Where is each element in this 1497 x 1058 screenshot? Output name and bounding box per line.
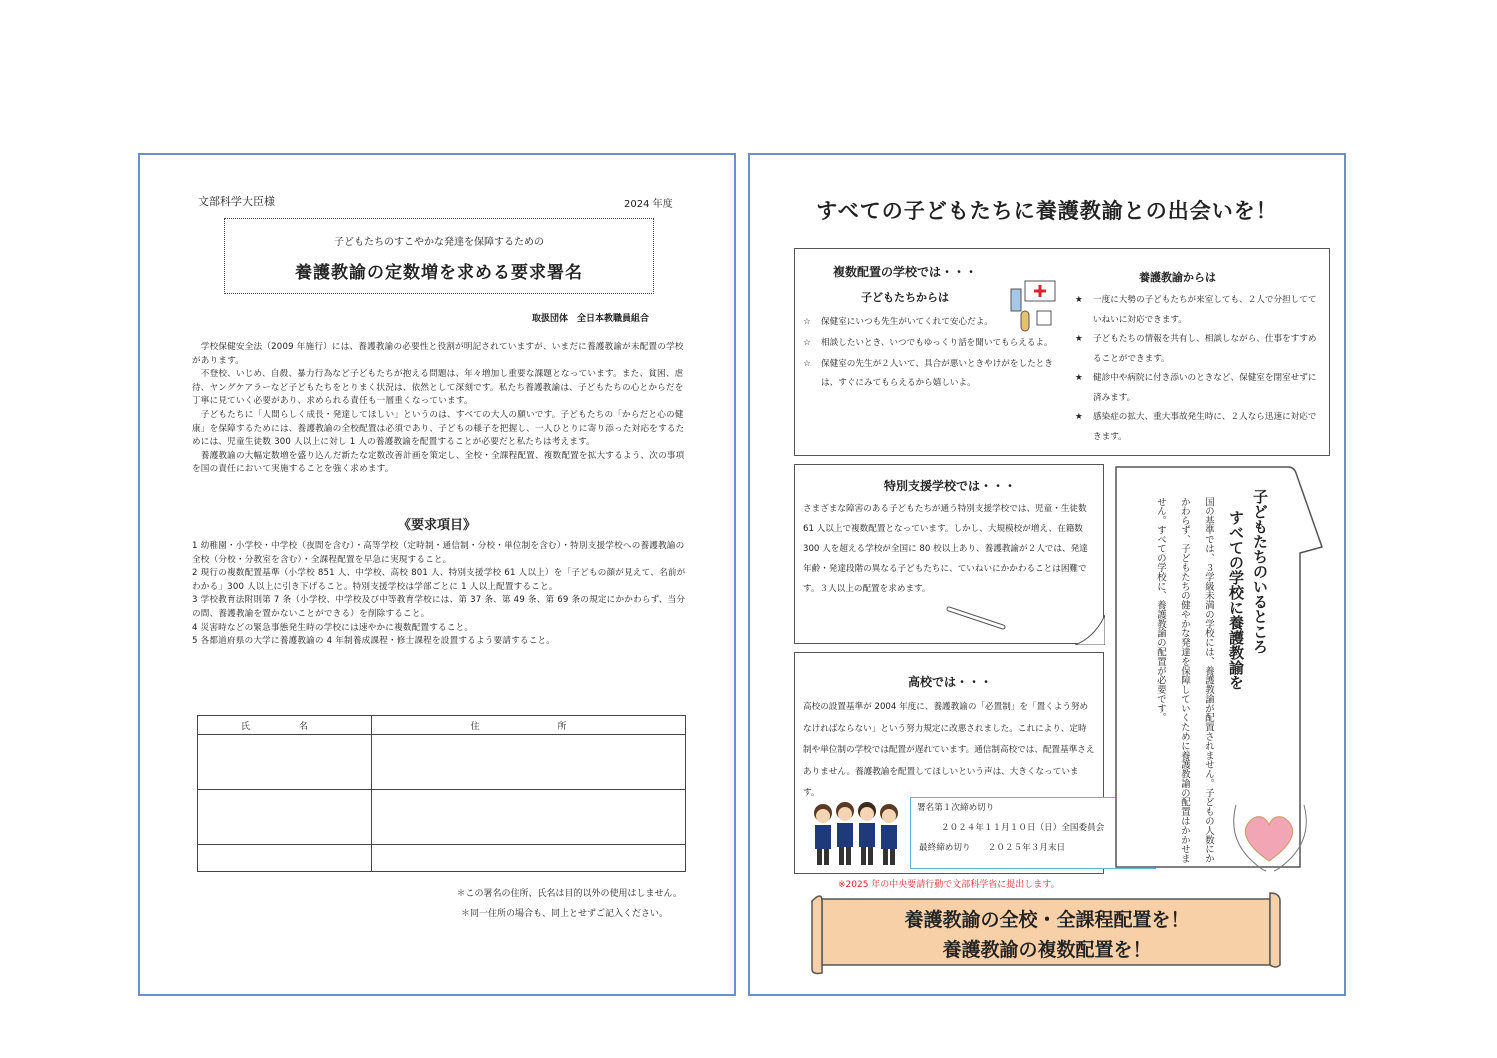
demand-item: 1 幼稚園・小学校・中学校（夜間を含む）・高等学校（定時制・通信制・分校・単位制を含む）・特別支援学校への養護教諭の全校（分校・分教室を含む）・全課程配置を早急に実現すること。 bbox=[192, 541, 685, 565]
body-paragraph: 学校保健安全法（2009 年施行）には、養護教諭の必要性と役割が明記されていますが、いまだに養護教諭が未配置の学校があります。 bbox=[192, 342, 684, 366]
submit-note: ※2025 年の中央要請行動で文部科学省に提出します。 bbox=[838, 880, 1060, 890]
teacher-item: ★ 健診中や病院に付き添いのときなど、保健室を閉室せずに済みます。 bbox=[1075, 373, 1317, 403]
body-paragraph: 養護教諭の大幅定数増を盛り込んだ新たな定数改善計画を策定し、全校・全課程配置、複数配置を拡大するよう、次の事項を国の責任において実施することを強く求めます。 bbox=[192, 450, 685, 475]
high-heading: 高校では・・・ bbox=[907, 675, 992, 689]
headline: すべての子どもたちに養護教諭との出会いを！ bbox=[816, 199, 1278, 223]
page-curl-decoration bbox=[1075, 615, 1105, 645]
vertical-body: 国の基準では、３学級未満の学校には、養護教諭が配置されません。子どもの人数にかかわらず、子どもたちの健やかな発達を保障していくために養護教諭の配置はかかせません。すべての学校に、養護教諭の配置が必要です。 bbox=[1155, 497, 1214, 864]
name-cell[interactable] bbox=[198, 790, 372, 845]
demand-item: 2 現行の複数配置基準（小学校 851 人、中学校、高校 801 人、特別支援学校 61 人以上）を「子どもの顔が見えて、名前がわかる」300 人以上に引き下げること。特別支援学校は学部ごとに 1 人以上配置すること。 bbox=[192, 568, 686, 592]
children-item: ☆ 保健室の先生が２人いて、具合が悪いときやけがをしたときは、すぐにみてもらえるから嬉しいよ。 bbox=[803, 359, 1053, 388]
title-sub: 子どもたちのすこやかな発達を保障するための bbox=[334, 237, 544, 248]
children-item: ☆ 保健室にいつも先生がいてくれて安心だよ。 bbox=[803, 317, 993, 327]
body-text bbox=[192, 341, 692, 477]
organizer: 取扱団体 全日本教職員組合 bbox=[532, 314, 650, 324]
year: 2024 年度 bbox=[624, 199, 673, 210]
teacher-item: ★ 子どもたちの情報を共有し、相談しながら、仕事をすすめることができます。 bbox=[1075, 334, 1317, 364]
title-main: 養護教諭の定数増を求める要求署名 bbox=[295, 263, 583, 283]
leaflet-page bbox=[748, 153, 1346, 996]
demand-item: 4 災害時などの緊急事態発生時の学校には速やかに複数配置すること。 bbox=[192, 622, 474, 633]
students-illustration bbox=[809, 799, 901, 869]
addressee: 文部科学大臣様 bbox=[198, 195, 275, 208]
demands-list bbox=[192, 540, 688, 649]
vertical-title-1: 子どもたちのいるところ bbox=[1251, 489, 1269, 654]
deadline-first-date: ２０２４年１１月１０日（日）全国委員会 bbox=[941, 823, 1105, 833]
thermometer-illustration bbox=[945, 603, 1015, 633]
special-text: さまざまな障害のある子どもたちが通う特別支援学校では、児童・生徒数 61 人以上で複数配置となっています。しかし、大規模校が増え、在籍数 300 人を超える学校が全国に 80 校以上あり、養護教諭が２人では、発達年齢・発達段階の異なる子どもたちに、ていねいにかかわることは困難です。３人以上の配置を求めます。 bbox=[803, 504, 1088, 594]
address-cell[interactable] bbox=[372, 845, 686, 872]
name-header: 氏 名 bbox=[198, 716, 372, 735]
teacher-item: ★ 一度に大勢の子どもたちが来室しても、２人で分担してていねいに対応できます。 bbox=[1075, 295, 1317, 325]
special-support-box bbox=[794, 464, 1104, 644]
footer-note: ＊この署名の住所、氏名は目的以外の使用はしません。 bbox=[456, 889, 682, 899]
children-item: ☆ 相談したいとき、いつでもゆっくり話を聞いてもらえるよ。 bbox=[803, 338, 1053, 348]
demand-item: 5 各都道府県の大学に養護教諭の 4 年制養成課程・修士課程を設置するよう要請すること。 bbox=[192, 636, 556, 647]
high-text: 高校の設置基準が 2004 年度に、養護教諭の「必置制」を「置くよう努めなければならない」という努力規定に改悪されました。これにより、定時制や単位制の学校では配置が遅れています。通信制高校では、配置基準さえありません。養護教諭を配置してほしいという声は、大きくなっています。 bbox=[803, 702, 1095, 798]
teacher-heading: 養護教諭からは bbox=[1139, 271, 1216, 284]
multi-heading: 複数配置の学校では・・・ bbox=[833, 265, 978, 279]
demand-item: 3 学校教育法附則第 7 条（小学校、中学校及び中等教育学校には、第 37 条、第 49 条、第 69 条の規定にかかわらず、当分の間、養護教諭を置かないことができる）を削除すること。 bbox=[192, 595, 686, 619]
heart-hands-illustration bbox=[1226, 795, 1312, 875]
deadline-first-label: 署名第１次締め切り bbox=[917, 803, 995, 813]
signature-table bbox=[197, 715, 686, 872]
banner-line-1: 養護教諭の全校・全課程配置を！ bbox=[904, 909, 1190, 931]
banner-line-2: 養護教諭の複数配置を！ bbox=[942, 939, 1152, 961]
body-paragraph: 子どもたちに「人間らしく成長・発達してほしい」というのは、すべての大人の願いです。子どもたちの「からだと心の健康」を保障するためには、養護教諭の全校配置は必須であり、子どもの様子を把握し、一人ひとりに寄り添った対応をするためには、児童生徒数 300 人以上に対し 1 人の養護教諭を配置することが必要だと私たちは考えます。 bbox=[192, 409, 685, 448]
children-heading: 子どもたちからは bbox=[861, 291, 949, 304]
children-list bbox=[803, 313, 1053, 393]
name-cell[interactable] bbox=[198, 845, 372, 872]
teacher-list bbox=[1075, 291, 1325, 447]
demands-heading: 《要求項目》 bbox=[397, 518, 476, 533]
address-cell[interactable] bbox=[372, 735, 686, 790]
vertical-title-2: すべての学校に養護教諭を bbox=[1227, 510, 1245, 690]
footer-note: ＊同一住所の場合も、同上とせずご記入ください。 bbox=[460, 909, 668, 919]
address-cell[interactable] bbox=[372, 790, 686, 845]
banner-scroll bbox=[808, 889, 1284, 979]
petition-page bbox=[138, 153, 736, 996]
address-header: 住 所 bbox=[372, 716, 686, 735]
multi-placement-box bbox=[794, 248, 1330, 456]
teacher-item: ★ 感染症の拡大、重大事故発生時に、２人なら迅速に対応できます。 bbox=[1075, 412, 1317, 442]
special-heading: 特別支援学校では・・・ bbox=[883, 479, 1016, 493]
title-box bbox=[224, 218, 654, 294]
body-paragraph: 不登校、いじめ、自殺、暴力行為など子どもたちが抱える問題は、年々増加し重要な課題となっています。また、貧困、虐待、ヤングケアラーなど子どもたちをとりまく状況は、依然として深刻です。私たち養護教諭は、子どもたちの心とからだを丁寧に見ていく必要があり、求められる責任も一層重くなっています。 bbox=[192, 369, 684, 407]
name-cell[interactable] bbox=[198, 735, 372, 790]
deadline-final: 最終締め切り ２０２５年３月末日 bbox=[919, 843, 1066, 853]
